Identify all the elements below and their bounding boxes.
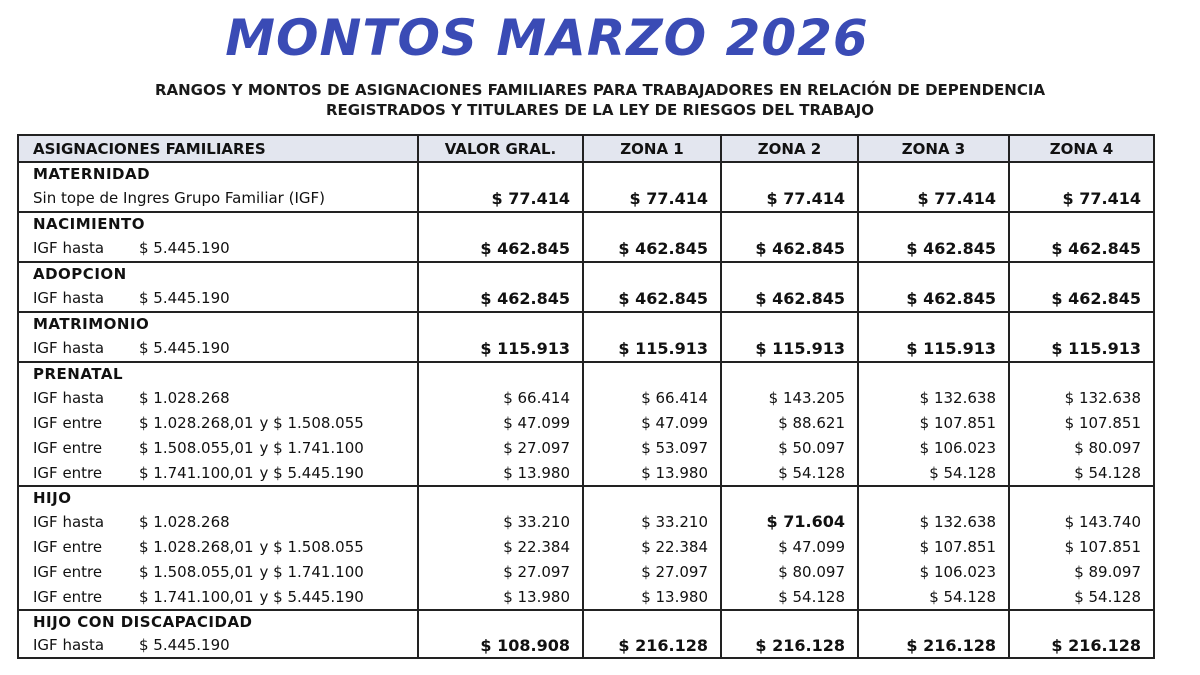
empty-cell bbox=[1009, 162, 1154, 185]
empty-cell bbox=[583, 362, 721, 385]
label-amount-from: $ 1.028.268 bbox=[139, 512, 230, 531]
label-condition: IGF hasta bbox=[33, 239, 105, 257]
value-zona-3: $ 54.128 bbox=[858, 460, 1009, 486]
label-amount-from: $ 5.445.190 bbox=[139, 636, 230, 654]
empty-cell bbox=[1009, 262, 1154, 285]
label-amount-from: $ 1.028.268,01 bbox=[139, 413, 254, 432]
value-valor-gral: $ 27.097 bbox=[418, 435, 583, 460]
value-valor-gral: $ 13.980 bbox=[418, 460, 583, 486]
header-zona-4: ZONA 4 bbox=[1009, 135, 1154, 162]
label-condition: IGF hasta bbox=[33, 388, 105, 407]
value-zona-1: $ 66.414 bbox=[583, 385, 721, 410]
value-zona-1: $ 13.980 bbox=[583, 584, 721, 610]
value-zona-3: $ 462.845 bbox=[858, 285, 1009, 312]
value-zona-4: $ 54.128 bbox=[1009, 584, 1154, 610]
empty-cell bbox=[858, 262, 1009, 285]
category-row bbox=[18, 162, 1154, 185]
group-nacimiento bbox=[18, 212, 1154, 262]
table-row bbox=[18, 235, 1154, 262]
empty-cell bbox=[583, 312, 721, 335]
empty-cell bbox=[858, 312, 1009, 335]
value-zona-1: $ 216.128 bbox=[583, 633, 721, 658]
row-label bbox=[18, 285, 418, 312]
value-zona-1: $ 462.845 bbox=[583, 285, 721, 312]
value-zona-4: $ 143.740 bbox=[1009, 509, 1154, 534]
header-asignaciones: ASIGNACIONES FAMILIARES bbox=[18, 135, 418, 162]
row-label bbox=[18, 559, 418, 584]
empty-cell bbox=[858, 162, 1009, 185]
label-condition: IGF hasta bbox=[33, 512, 105, 531]
row-label bbox=[18, 335, 418, 362]
value-valor-gral: $ 115.913 bbox=[418, 335, 583, 362]
category-label: ADOPCION bbox=[18, 262, 418, 285]
table-row bbox=[18, 534, 1154, 559]
label-condition: IGF entre bbox=[33, 463, 103, 482]
row-label bbox=[18, 509, 418, 534]
value-zona-1: $ 33.210 bbox=[583, 509, 721, 534]
value-zona-3: $ 132.638 bbox=[858, 385, 1009, 410]
empty-cell bbox=[1009, 312, 1154, 335]
empty-cell bbox=[418, 262, 583, 285]
empty-cell bbox=[721, 486, 858, 509]
value-valor-gral: $ 462.845 bbox=[418, 235, 583, 262]
empty-cell bbox=[583, 486, 721, 509]
table-row bbox=[18, 385, 1154, 410]
value-zona-4: $ 462.845 bbox=[1009, 285, 1154, 312]
table-row bbox=[18, 559, 1154, 584]
row-label bbox=[18, 235, 418, 262]
asignaciones-table bbox=[17, 134, 1155, 659]
category-row bbox=[18, 362, 1154, 385]
category-row bbox=[18, 312, 1154, 335]
empty-cell bbox=[1009, 212, 1154, 235]
value-zona-1: $ 13.980 bbox=[583, 460, 721, 486]
value-zona-4: $ 54.128 bbox=[1009, 460, 1154, 486]
value-zona-2: $ 216.128 bbox=[721, 633, 858, 658]
empty-cell bbox=[721, 162, 858, 185]
table-row bbox=[18, 185, 1154, 212]
table-row bbox=[18, 584, 1154, 610]
label-condition: IGF hasta bbox=[33, 289, 105, 307]
value-valor-gral: $ 33.210 bbox=[418, 509, 583, 534]
label-condition: IGF hasta bbox=[33, 636, 105, 654]
table-header-row bbox=[18, 135, 1154, 162]
label-amount-from: $ 5.445.190 bbox=[139, 339, 230, 357]
value-zona-2: $ 462.845 bbox=[721, 285, 858, 312]
label-amount-from: $ 5.445.190 bbox=[139, 289, 230, 307]
empty-cell bbox=[418, 362, 583, 385]
value-zona-3: $ 54.128 bbox=[858, 584, 1009, 610]
header-valor-gral: VALOR GRAL. bbox=[418, 135, 583, 162]
value-zona-2: $ 50.097 bbox=[721, 435, 858, 460]
value-valor-gral: $ 108.908 bbox=[418, 633, 583, 658]
label-amount-to: y $ 1.741.100 bbox=[259, 438, 364, 457]
value-zona-2: $ 88.621 bbox=[721, 410, 858, 435]
header-zona-3: ZONA 3 bbox=[858, 135, 1009, 162]
value-zona-4: $ 107.851 bbox=[1009, 534, 1154, 559]
value-zona-4: $ 216.128 bbox=[1009, 633, 1154, 658]
value-valor-gral: $ 22.384 bbox=[418, 534, 583, 559]
value-zona-3: $ 77.414 bbox=[858, 185, 1009, 212]
value-zona-4: $ 462.845 bbox=[1009, 235, 1154, 262]
row-label bbox=[18, 584, 418, 610]
label-amount-to: y $ 5.445.190 bbox=[259, 463, 364, 482]
value-zona-1: $ 47.099 bbox=[583, 410, 721, 435]
value-zona-1: $ 115.913 bbox=[583, 335, 721, 362]
empty-cell bbox=[1009, 610, 1154, 633]
table-row bbox=[18, 285, 1154, 312]
label-amount-from: $ 1.028.268,01 bbox=[139, 537, 254, 556]
value-zona-3: $ 462.845 bbox=[858, 235, 1009, 262]
label-amount-to: y $ 1.741.100 bbox=[259, 562, 364, 581]
category-label: HIJO CON DISCAPACIDAD bbox=[18, 610, 418, 633]
value-zona-4: $ 80.097 bbox=[1009, 435, 1154, 460]
empty-cell bbox=[583, 262, 721, 285]
group-hijo-con-discapacidad bbox=[18, 610, 1154, 658]
table-row bbox=[18, 410, 1154, 435]
label-amount-to: y $ 1.508.055 bbox=[259, 537, 364, 556]
page-title: MONTOS MARZO 2026 bbox=[225, 9, 869, 67]
header-zona-2: ZONA 2 bbox=[721, 135, 858, 162]
value-zona-2: $ 54.128 bbox=[721, 460, 858, 486]
label-amount-from: $ 1.741.100,01 bbox=[139, 463, 254, 482]
value-zona-3: $ 106.023 bbox=[858, 559, 1009, 584]
value-zona-2: $ 54.128 bbox=[721, 584, 858, 610]
value-zona-3: $ 107.851 bbox=[858, 534, 1009, 559]
value-zona-2: $ 71.604 bbox=[721, 509, 858, 534]
value-zona-1: $ 77.414 bbox=[583, 185, 721, 212]
category-row bbox=[18, 610, 1154, 633]
group-adopcion bbox=[18, 262, 1154, 312]
row-label bbox=[18, 385, 418, 410]
empty-cell bbox=[721, 312, 858, 335]
category-label: HIJO bbox=[18, 486, 418, 509]
subtitle-line-2: REGISTRADOS Y TITULARES DE LA LEY DE RIESGOS DEL TRABAJO bbox=[325, 101, 875, 119]
category-row bbox=[18, 486, 1154, 509]
label-amount-from: $ 1.508.055,01 bbox=[139, 438, 254, 457]
empty-cell bbox=[583, 162, 721, 185]
label-condition: IGF entre bbox=[33, 587, 103, 606]
value-valor-gral: $ 27.097 bbox=[418, 559, 583, 584]
label-condition: IGF entre bbox=[33, 413, 103, 432]
value-zona-3: $ 132.638 bbox=[858, 509, 1009, 534]
table-row bbox=[18, 633, 1154, 658]
value-zona-4: $ 89.097 bbox=[1009, 559, 1154, 584]
empty-cell bbox=[721, 610, 858, 633]
empty-cell bbox=[418, 486, 583, 509]
value-zona-1: $ 53.097 bbox=[583, 435, 721, 460]
value-valor-gral: $ 66.414 bbox=[418, 385, 583, 410]
page-subtitle bbox=[0, 80, 1200, 120]
empty-cell bbox=[721, 212, 858, 235]
value-zona-2: $ 143.205 bbox=[721, 385, 858, 410]
empty-cell bbox=[418, 312, 583, 335]
empty-cell bbox=[1009, 362, 1154, 385]
row-label bbox=[18, 460, 418, 486]
row-label bbox=[18, 633, 418, 658]
value-zona-3: $ 106.023 bbox=[858, 435, 1009, 460]
value-zona-4: $ 107.851 bbox=[1009, 410, 1154, 435]
value-zona-3: $ 216.128 bbox=[858, 633, 1009, 658]
empty-cell bbox=[858, 486, 1009, 509]
value-zona-3: $ 115.913 bbox=[858, 335, 1009, 362]
group-maternidad bbox=[18, 162, 1154, 212]
subtitle-line-1: RANGOS Y MONTOS DE ASIGNACIONES FAMILIARES PARA TRABAJADORES EN RELACIÓN DE DEPENDENCIA bbox=[154, 81, 1046, 99]
value-zona-2: $ 462.845 bbox=[721, 235, 858, 262]
category-row bbox=[18, 212, 1154, 235]
label-amount-to: y $ 5.445.190 bbox=[259, 587, 364, 606]
value-zona-1: $ 22.384 bbox=[583, 534, 721, 559]
value-zona-2: $ 80.097 bbox=[721, 559, 858, 584]
empty-cell bbox=[418, 610, 583, 633]
label-condition: IGF entre bbox=[33, 537, 103, 556]
table-row bbox=[18, 335, 1154, 362]
label-condition: Sin tope de Ingres Grupo Familiar (IGF) bbox=[33, 189, 325, 207]
empty-cell bbox=[583, 610, 721, 633]
empty-cell bbox=[858, 362, 1009, 385]
table-row bbox=[18, 509, 1154, 534]
category-label: MATERNIDAD bbox=[18, 162, 418, 185]
value-zona-4: $ 132.638 bbox=[1009, 385, 1154, 410]
label-condition: IGF entre bbox=[33, 562, 103, 581]
value-zona-1: $ 462.845 bbox=[583, 235, 721, 262]
empty-cell bbox=[583, 212, 721, 235]
value-valor-gral: $ 77.414 bbox=[418, 185, 583, 212]
label-amount-from: $ 1.028.268 bbox=[139, 388, 230, 407]
row-label bbox=[18, 435, 418, 460]
row-label bbox=[18, 534, 418, 559]
value-zona-2: $ 77.414 bbox=[721, 185, 858, 212]
group-hijo bbox=[18, 486, 1154, 610]
value-valor-gral: $ 462.845 bbox=[418, 285, 583, 312]
value-valor-gral: $ 47.099 bbox=[418, 410, 583, 435]
label-amount-from: $ 5.445.190 bbox=[139, 239, 230, 257]
value-zona-4: $ 77.414 bbox=[1009, 185, 1154, 212]
empty-cell bbox=[721, 362, 858, 385]
value-zona-2: $ 47.099 bbox=[721, 534, 858, 559]
row-label bbox=[18, 410, 418, 435]
category-label: MATRIMONIO bbox=[18, 312, 418, 335]
label-condition: IGF hasta bbox=[33, 339, 105, 357]
empty-cell bbox=[858, 610, 1009, 633]
value-zona-3: $ 107.851 bbox=[858, 410, 1009, 435]
group-prenatal bbox=[18, 362, 1154, 486]
value-valor-gral: $ 13.980 bbox=[418, 584, 583, 610]
value-zona-4: $ 115.913 bbox=[1009, 335, 1154, 362]
empty-cell bbox=[858, 212, 1009, 235]
row-label bbox=[18, 185, 418, 212]
table-row bbox=[18, 460, 1154, 486]
header-zona-1: ZONA 1 bbox=[583, 135, 721, 162]
empty-cell bbox=[1009, 486, 1154, 509]
category-row bbox=[18, 262, 1154, 285]
empty-cell bbox=[418, 162, 583, 185]
label-amount-from: $ 1.741.100,01 bbox=[139, 587, 254, 606]
table-row bbox=[18, 435, 1154, 460]
label-condition: IGF entre bbox=[33, 438, 103, 457]
empty-cell bbox=[721, 262, 858, 285]
category-label: NACIMIENTO bbox=[18, 212, 418, 235]
category-label: PRENATAL bbox=[18, 362, 418, 385]
label-amount-from: $ 1.508.055,01 bbox=[139, 562, 254, 581]
value-zona-2: $ 115.913 bbox=[721, 335, 858, 362]
empty-cell bbox=[418, 212, 583, 235]
group-matrimonio bbox=[18, 312, 1154, 362]
value-zona-1: $ 27.097 bbox=[583, 559, 721, 584]
label-amount-to: y $ 1.508.055 bbox=[259, 413, 364, 432]
